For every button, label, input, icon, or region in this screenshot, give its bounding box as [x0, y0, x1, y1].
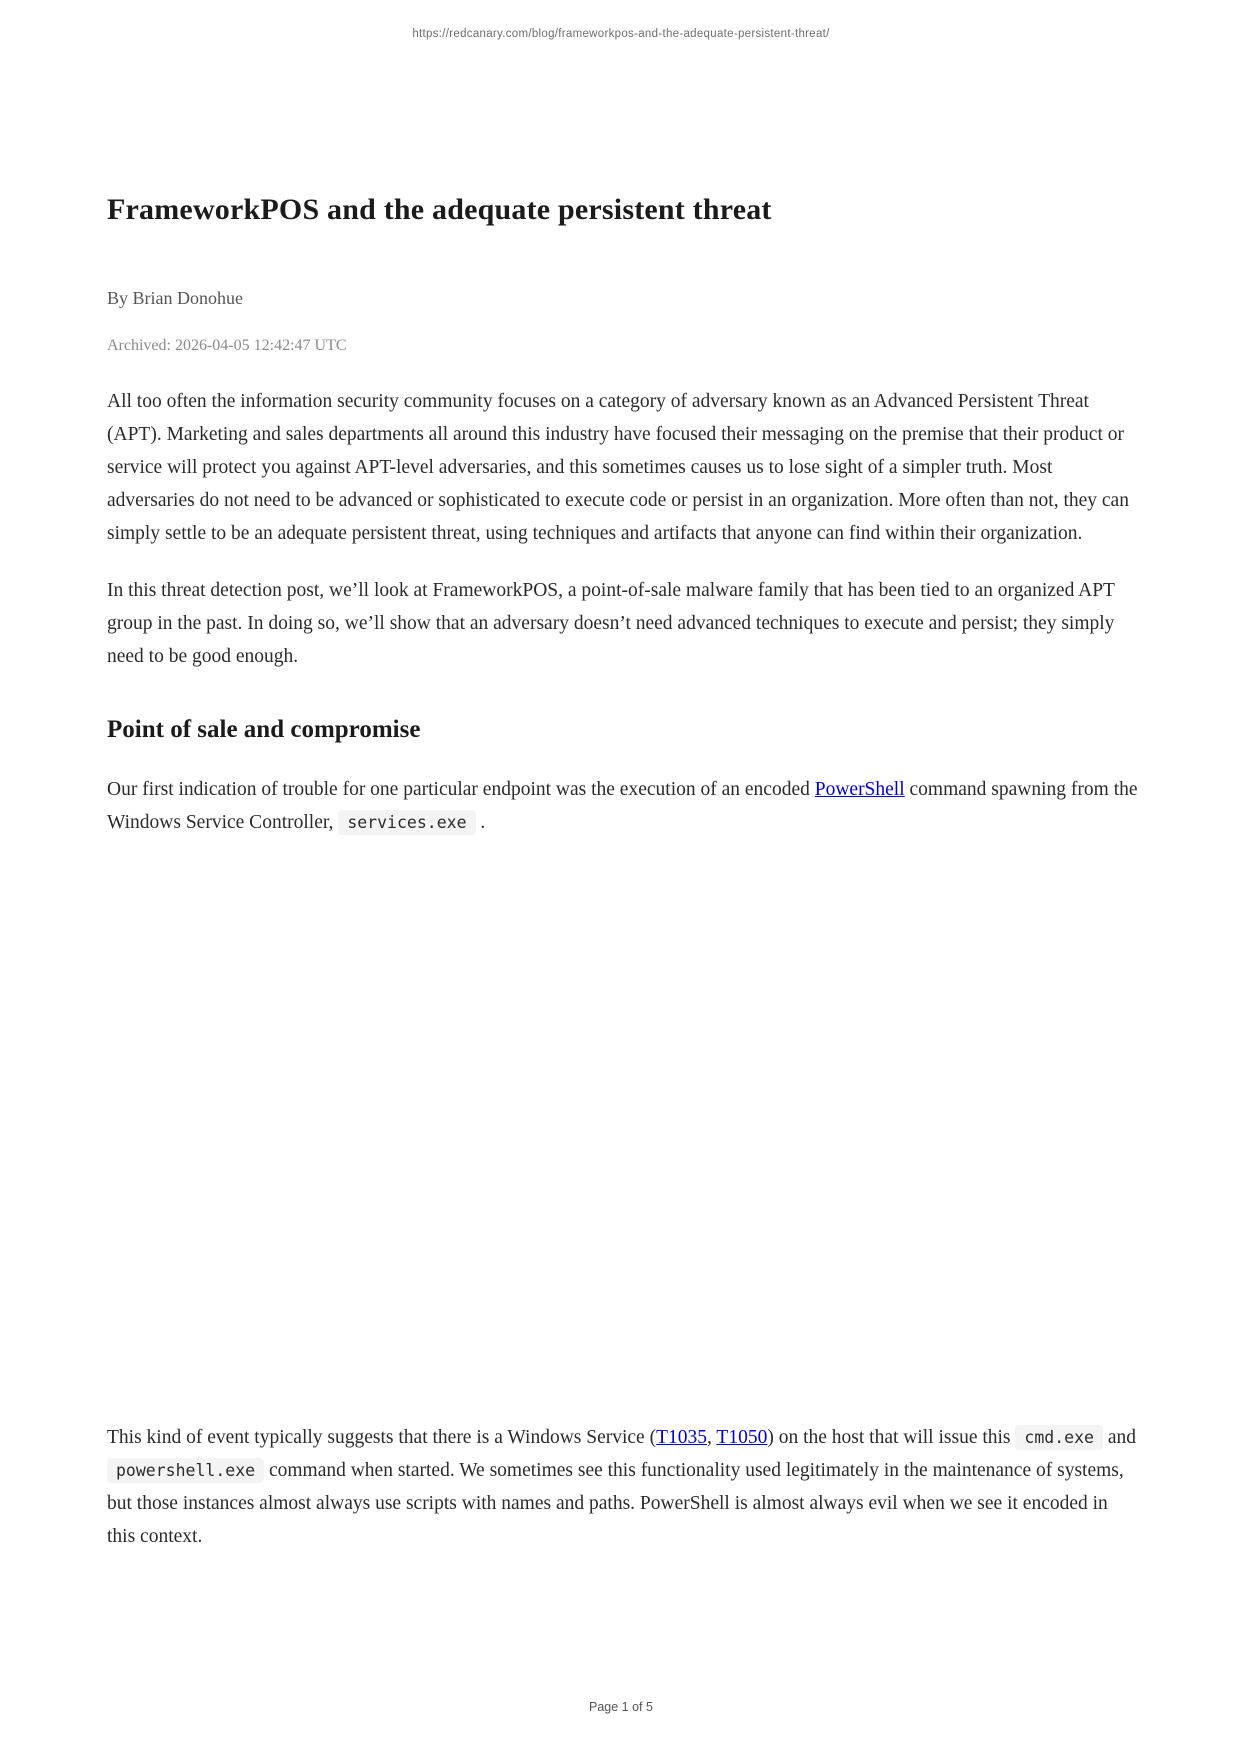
code-chip-services-exe: services.exe	[338, 810, 475, 835]
code-chip-cmd-exe: cmd.exe	[1015, 1425, 1103, 1450]
page-number: Page 1 of 5	[589, 1700, 653, 1714]
paragraph-text: command spawning from the Windows Service Controller,	[107, 779, 1138, 834]
paragraph-windows-service	[107, 1421, 1139, 1553]
paragraph-text: Our first indication of trouble for one particular endpoint was the execution of an encoded	[107, 779, 815, 801]
paragraph-text: ) on the host that will issue this	[767, 1427, 1016, 1449]
paragraph-intro-apt: All too often the information security community focuses on a category of adversary known as an Advanced Persistent Threat (APT). Marketing and sales departments all around this industry have focused their messaging on the premise that their product or service will protect you against APT-level adversaries, and this sometimes causes us to lose sight of a simpler truth. Most adversaries do not need to be advanced or sophisticated to execute code or persist in an organization. More often than not, they can simply settle to be an adequate persistent threat, using techniques and artifacts that anyone can find within their organization.	[107, 391, 1129, 545]
article-byline: By Brian Donohue	[107, 287, 243, 308]
t1050-link[interactable]: T1050	[716, 1427, 768, 1449]
powershell-link[interactable]: PowerShell	[814, 779, 905, 801]
paragraph-frameworkpos-overview: In this threat detection post, we’ll look at FrameworkPOS, a point-of-sale malware family that has been tied to an organized APT group in the past. In doing so, we’ll show that an adversary doesn’t need advanced techniques to execute and persist; they simply need to be good enough.	[107, 580, 1115, 668]
paragraph-text: This kind of event typically suggests that there is a Windows Service (	[107, 1427, 657, 1449]
paragraph-text: command when started. We sometimes see this functionality used legitimately in the maintenance of systems, but those instances almost always use scripts with names and paths. PowerShell is almost always evil when we see it encoded in this context.	[107, 1460, 1124, 1548]
paragraph-text: and	[1102, 1427, 1136, 1449]
t1035-link[interactable]: T1035	[656, 1427, 707, 1449]
paragraph-first-indication	[107, 773, 1139, 839]
archived-timestamp: Archived: 2026-04-05 12:42:47 UTC	[107, 337, 347, 355]
article-title: FrameworkPOS and the adequate persistent threat	[107, 193, 772, 226]
code-chip-powershell-exe: powershell.exe	[107, 1458, 264, 1483]
section-heading-point-of-sale: Point of sale and compromise	[107, 716, 421, 744]
missing-image-placeholder	[107, 839, 1139, 1397]
article-content	[107, 0, 1139, 1553]
paragraph-text: .	[475, 812, 486, 834]
page-url: https://redcanary.com/blog/frameworkpos-and-the-adequate-persistent-threat/	[412, 28, 830, 40]
paragraph-text: ,	[707, 1427, 717, 1449]
